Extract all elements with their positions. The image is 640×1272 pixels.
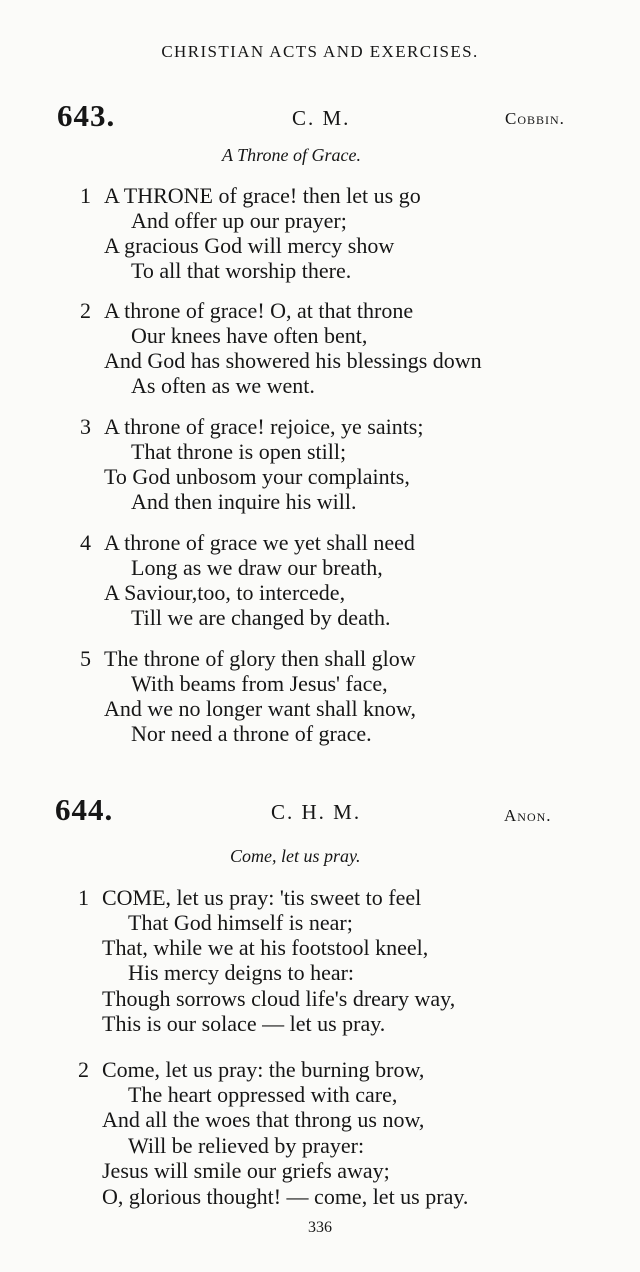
verse-line: O, glorious thought! — come, let us pray. xyxy=(102,1184,469,1209)
hymn-meter: C. H. M. xyxy=(271,800,362,824)
verse-line: Till we are changed by death. xyxy=(131,605,391,630)
verse-line: To God unbosom your complaints, xyxy=(104,464,410,489)
verse-line: The heart oppressed with care, xyxy=(128,1082,398,1107)
hymn-subtitle: Come, let us pray. xyxy=(230,846,361,866)
verse-number: 2 xyxy=(78,1057,89,1082)
hymn-composer: Anon. xyxy=(504,806,552,825)
verse-line: This is our solace — let us pray. xyxy=(102,1011,386,1036)
verse-line: And God has showered his blessings down xyxy=(104,348,482,373)
hymn-meter: C. M. xyxy=(292,106,351,130)
verse-line: 5 The throne of glory then shall glow xyxy=(80,646,416,671)
verse-number: 4 xyxy=(80,530,91,555)
verse-line: Nor need a throne of grace. xyxy=(131,721,372,746)
hymn-number: 644. xyxy=(55,792,114,827)
verse-line: His mercy deigns to hear: xyxy=(128,960,355,985)
verse-line: And all the woes that throng us now, xyxy=(102,1107,425,1132)
verse-number: 1 xyxy=(80,183,91,208)
verse-number: 5 xyxy=(80,646,91,671)
verse-line: 1 COME, let us pray: 'tis sweet to feel xyxy=(78,885,422,910)
verse-line: That, while we at his footstool kneel, xyxy=(102,935,429,960)
verse-line: A Saviour,too, to intercede, xyxy=(104,580,346,605)
verse-line: Though sorrows cloud life's dreary way, xyxy=(102,986,456,1011)
hymn-subtitle: A Throne of Grace. xyxy=(222,145,361,165)
running-head: CHRISTIAN ACTS AND EXERCISES. xyxy=(161,42,479,61)
verse-number: 3 xyxy=(80,414,91,439)
verse-line: Our knees have often bent, xyxy=(131,323,368,348)
page-number: 336 xyxy=(308,1219,332,1236)
verse-number: 2 xyxy=(80,298,91,323)
verse-line: And then inquire his will. xyxy=(131,489,357,514)
verse-line: And we no longer want shall know, xyxy=(104,696,417,721)
verse-line: As often as we went. xyxy=(131,373,315,398)
verse-line: A gracious God will mercy show xyxy=(104,233,395,258)
verse-line: Jesus will smile our griefs away; xyxy=(102,1158,390,1183)
verse-line: And offer up our prayer; xyxy=(131,208,347,233)
verse-number: 1 xyxy=(78,885,89,910)
hymn-number: 643. xyxy=(57,98,116,133)
verse-line: 3 A throne of grace! rejoice, ye saints; xyxy=(80,414,424,439)
verse-line: With beams from Jesus' face, xyxy=(131,671,388,696)
verse-line: 1 A THRONE of grace! then let us go xyxy=(80,183,421,208)
verse-line: Long as we draw our breath, xyxy=(131,555,383,580)
verse-line: 4 A throne of grace we yet shall need xyxy=(80,530,415,555)
verse-line: That God himself is near; xyxy=(128,910,353,935)
verse-line: Will be relieved by prayer: xyxy=(128,1133,365,1158)
verse-line: 2 Come, let us pray: the burning brow, xyxy=(78,1057,425,1082)
verse-line: 2 A throne of grace! O, at that throne xyxy=(80,298,414,323)
hymn-composer: Cobbin. xyxy=(505,109,565,128)
verse-line: That throne is open still; xyxy=(131,439,347,464)
verse-line: To all that worship there. xyxy=(131,258,352,283)
